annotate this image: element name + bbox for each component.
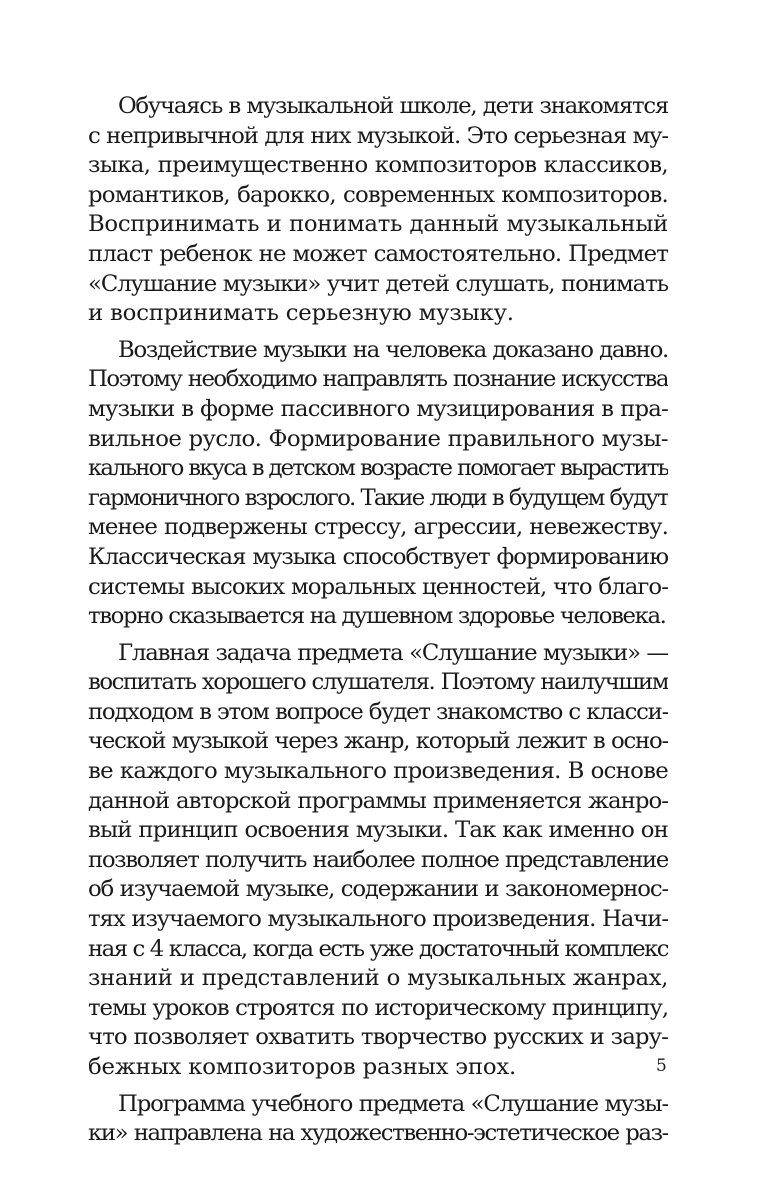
text-line: вый принцип освоения музыки. Так как именно он (88, 817, 668, 844)
text-line: зыка, преимущественно композиторов классиков, (88, 152, 668, 179)
text-line: «Слушание музыки» учит детей слушать, понимать (88, 270, 668, 297)
text-line: воспитать хорошего слушателя. Поэтому наилучшим (88, 669, 668, 696)
text-line: ческой музыкой через жанр, который лежит в осно- (88, 728, 668, 755)
text-line: творно сказывается на душевном здоровье человека. (88, 603, 666, 630)
text-line: Классическая музыка способствует формированию (88, 543, 668, 570)
text-line: Воздействие музыки на человека доказано давно. (118, 336, 668, 363)
paragraph-3 (88, 639, 668, 1083)
page-number: 5 (656, 1056, 667, 1076)
text-line: кального вкуса в детском возрасте помогает вырастить (88, 455, 668, 482)
text-line: что позволяет охватить творчество русских и зару- (88, 1024, 668, 1051)
text-line: тях изучаемого музыкального произведения. Начи- (88, 906, 668, 933)
text-line: и воспринимать серьезную музыку. (88, 300, 514, 327)
text-line: гармоничного взрослого. Такие люди в будущем будут (88, 484, 668, 511)
text-line: Главная задача предмета «Слушание музыки» — (118, 639, 668, 666)
text-line: об изучаемой музыке, содержании и закономернос- (88, 876, 668, 903)
text-line: романтиков, барокко, современных композиторов. (88, 181, 668, 208)
text-line: вильное русло. Формирование правильного музы- (88, 425, 668, 452)
text-line: данной авторской программы применяется жанро- (88, 787, 668, 814)
text-line: Обучаясь в музыкальной школе, дети знакомятся (118, 93, 668, 119)
text-line: темы уроков строятся по историческому принципу, (88, 994, 668, 1021)
paragraph-4 (88, 1090, 668, 1149)
text-line: Поэтому необходимо направлять познание искусства (88, 366, 668, 393)
text-line: ная с 4 класса, когда есть уже достаточный комплекс (88, 935, 668, 962)
text-line: ки» направлена на художественно-эстетическое раз- (88, 1120, 668, 1147)
text-line: системы высоких моральных ценностей, что благо- (88, 573, 668, 600)
text-line: менее подвержены стрессу, агрессии, невежеству. (88, 514, 668, 541)
text-line: Программа учебного предмета «Слушание музы- (118, 1090, 668, 1117)
text-line: подходом в этом вопросе будет знакомство с класси- (88, 698, 668, 725)
text-line: пласт ребенок не может самостоятельно. Предмет (88, 240, 668, 267)
text-line: знаний и представлений о музыкальных жанрах, (88, 965, 668, 992)
text-line: Воспринимать и понимать данный музыкальный (88, 211, 668, 238)
text-line: с непривычной для них музыкой. Это серьезная му- (88, 122, 668, 149)
paragraph-1 (88, 92, 668, 329)
text-line: музыки в форме пассивного музицирования в пра- (88, 395, 668, 422)
text-line: бежных композиторов разных эпох. (88, 1054, 517, 1080)
text-line: позволяет получить наиболее полное представление (88, 846, 668, 873)
page-body (88, 92, 668, 1156)
text-line: ве каждого музыкального произведения. В основе (88, 758, 668, 785)
paragraph-2 (88, 336, 668, 632)
